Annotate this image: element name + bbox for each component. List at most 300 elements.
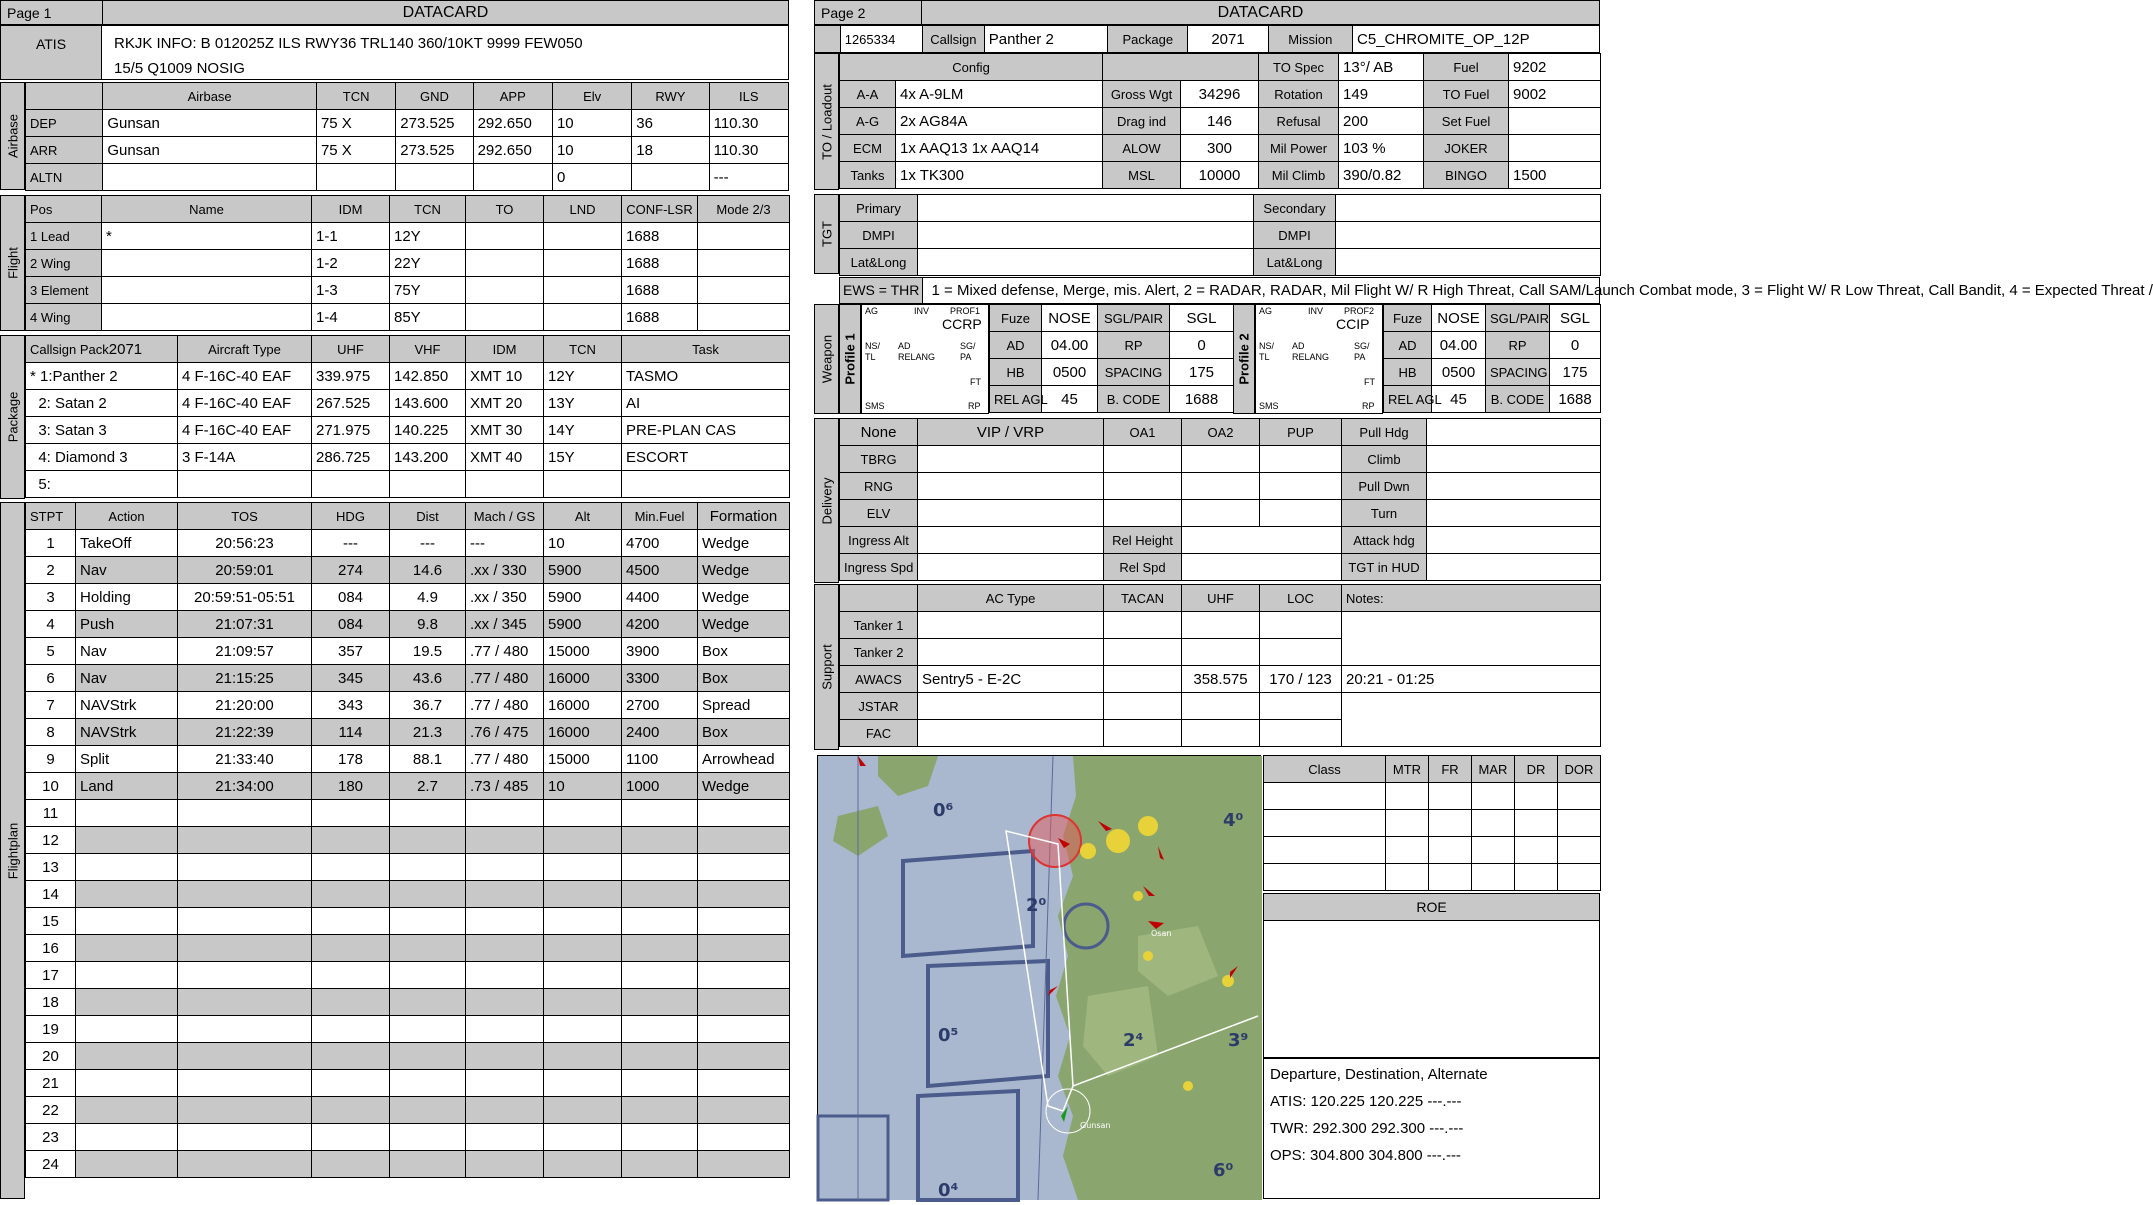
flight-cell[interactable]: 12Y — [390, 223, 466, 250]
steerpoint-cell[interactable]: .73 / 485 — [466, 773, 544, 800]
steerpoint-cell[interactable] — [312, 854, 390, 881]
threat-cell[interactable] — [1386, 864, 1429, 891]
steerpoint-cell[interactable]: NAVStrk — [76, 719, 178, 746]
support-cell[interactable]: 170 / 123 — [1260, 666, 1342, 693]
steerpoint-cell[interactable]: Split — [76, 746, 178, 773]
steerpoint-cell[interactable] — [466, 989, 544, 1016]
steerpoint-cell[interactable]: 21.3 — [390, 719, 466, 746]
package-cell[interactable]: ESCORT — [622, 444, 790, 471]
threat-cell[interactable] — [1429, 783, 1472, 810]
steerpoint-cell[interactable]: 21:34:00 — [178, 773, 312, 800]
delivery-value[interactable] — [1104, 500, 1182, 527]
steerpoint-cell[interactable]: 2400 — [622, 719, 698, 746]
steerpoint-cell[interactable]: 1000 — [622, 773, 698, 800]
loadout-perf-value[interactable]: 149 — [1339, 81, 1424, 108]
threat-cell[interactable] — [1386, 783, 1429, 810]
steerpoint-cell[interactable] — [312, 800, 390, 827]
steerpoint-cell[interactable]: Land — [76, 773, 178, 800]
loadout-param-value[interactable]: 146 — [1181, 108, 1259, 135]
steerpoint-cell[interactable]: 9.8 — [390, 611, 466, 638]
loadout-perf-value[interactable]: 103 % — [1339, 135, 1424, 162]
package-cell[interactable]: 13Y — [544, 390, 622, 417]
threat-cell[interactable] — [1264, 783, 1386, 810]
threat-cell[interactable] — [1264, 810, 1386, 837]
airbase-cell[interactable] — [316, 164, 395, 191]
steerpoint-cell[interactable] — [76, 908, 178, 935]
steerpoint-cell[interactable] — [76, 1070, 178, 1097]
package-value[interactable]: 2071 — [1188, 26, 1268, 53]
steerpoint-cell[interactable]: 5900 — [544, 611, 622, 638]
steerpoint-cell[interactable] — [698, 908, 790, 935]
steerpoint-cell[interactable]: 20:59:51-05:51 — [178, 584, 312, 611]
package-cell[interactable]: AI — [622, 390, 790, 417]
flight-cell[interactable] — [544, 250, 622, 277]
delivery-value[interactable] — [918, 473, 1104, 500]
flight-cell[interactable]: 1-3 — [312, 277, 390, 304]
notes-area[interactable] — [1342, 612, 1601, 666]
delivery-value[interactable] — [1260, 500, 1342, 527]
support-cell[interactable] — [1182, 612, 1260, 639]
steerpoint-cell[interactable]: 114 — [312, 719, 390, 746]
steerpoint-cell[interactable]: 21:20:00 — [178, 692, 312, 719]
package-cell[interactable]: 142.850 — [390, 363, 466, 390]
steerpoint-cell[interactable] — [544, 1151, 622, 1178]
package-cell[interactable]: XMT 20 — [466, 390, 544, 417]
steerpoint-cell[interactable] — [466, 1124, 544, 1151]
steerpoint-cell[interactable]: 4400 — [622, 584, 698, 611]
support-cell[interactable] — [1104, 693, 1182, 720]
steerpoint-cell[interactable]: 16000 — [544, 692, 622, 719]
support-cell[interactable]: 358.575 — [1182, 666, 1260, 693]
steerpoint-cell[interactable]: 274 — [312, 557, 390, 584]
notes-area[interactable] — [1342, 693, 1601, 747]
threat-cell[interactable] — [1429, 837, 1472, 864]
steerpoint-cell[interactable] — [390, 962, 466, 989]
steerpoint-cell[interactable] — [312, 881, 390, 908]
steerpoint-cell[interactable] — [698, 1043, 790, 1070]
steerpoint-cell[interactable] — [622, 1151, 698, 1178]
support-cell[interactable] — [918, 612, 1104, 639]
steerpoint-cell[interactable] — [466, 1070, 544, 1097]
flight-cell[interactable] — [544, 277, 622, 304]
delivery-value[interactable] — [918, 446, 1104, 473]
support-cell[interactable] — [1260, 720, 1342, 747]
steerpoint-cell[interactable] — [76, 989, 178, 1016]
steerpoint-cell[interactable]: 15000 — [544, 638, 622, 665]
steerpoint-cell[interactable]: 14.6 — [390, 557, 466, 584]
steerpoint-cell[interactable]: 357 — [312, 638, 390, 665]
steerpoint-cell[interactable] — [390, 1070, 466, 1097]
flight-cell[interactable]: 22Y — [390, 250, 466, 277]
steerpoint-cell[interactable] — [544, 989, 622, 1016]
steerpoint-cell[interactable] — [76, 1097, 178, 1124]
steerpoint-cell[interactable]: TakeOff — [76, 530, 178, 557]
threat-cell[interactable] — [1429, 810, 1472, 837]
airbase-cell[interactable]: --- — [709, 164, 788, 191]
steerpoint-cell[interactable] — [312, 827, 390, 854]
steerpoint-cell[interactable] — [544, 881, 622, 908]
threat-cell[interactable] — [1386, 810, 1429, 837]
threat-cell[interactable] — [1264, 837, 1386, 864]
loadout-station-value[interactable]: 4x A-9LM — [896, 81, 1103, 108]
flight-cell[interactable]: 75Y — [390, 277, 466, 304]
steerpoint-cell[interactable]: --- — [390, 530, 466, 557]
steerpoint-cell[interactable] — [466, 800, 544, 827]
steerpoint-cell[interactable] — [622, 827, 698, 854]
steerpoint-cell[interactable] — [698, 1097, 790, 1124]
package-cell[interactable]: 15Y — [544, 444, 622, 471]
support-cell[interactable] — [918, 639, 1104, 666]
steerpoint-cell[interactable]: 88.1 — [390, 746, 466, 773]
flight-cell[interactable] — [698, 223, 790, 250]
threat-cell[interactable] — [1515, 783, 1558, 810]
steerpoint-cell[interactable] — [466, 1151, 544, 1178]
steerpoint-cell[interactable]: .76 / 475 — [466, 719, 544, 746]
steerpoint-cell[interactable] — [698, 881, 790, 908]
steerpoint-cell[interactable]: 2.7 — [390, 773, 466, 800]
airbase-cell[interactable]: 10 — [552, 137, 631, 164]
package-cell[interactable]: 12Y — [544, 363, 622, 390]
airbase-cell[interactable]: 273.525 — [396, 110, 473, 137]
steerpoint-cell[interactable]: Wedge — [698, 557, 790, 584]
steerpoint-cell[interactable] — [312, 1016, 390, 1043]
steerpoint-cell[interactable]: 084 — [312, 584, 390, 611]
steerpoint-cell[interactable]: 16000 — [544, 665, 622, 692]
target-value[interactable] — [918, 195, 1254, 222]
weapon-param-value[interactable]: NOSE — [1042, 305, 1098, 332]
steerpoint-cell[interactable] — [76, 935, 178, 962]
steerpoint-cell[interactable]: .77 / 480 — [466, 665, 544, 692]
airbase-cell[interactable]: 18 — [632, 137, 709, 164]
steerpoint-cell[interactable]: Box — [698, 665, 790, 692]
steerpoint-cell[interactable] — [698, 935, 790, 962]
steerpoint-cell[interactable]: 10 — [544, 530, 622, 557]
threat-cell[interactable] — [1515, 864, 1558, 891]
package-cell[interactable] — [622, 471, 790, 498]
steerpoint-cell[interactable]: 15000 — [544, 746, 622, 773]
delivery-value[interactable] — [1182, 473, 1260, 500]
threat-cell[interactable] — [1515, 810, 1558, 837]
threat-cell[interactable] — [1558, 783, 1601, 810]
package-cell[interactable]: TASMO — [622, 363, 790, 390]
steerpoint-cell[interactable] — [390, 800, 466, 827]
steerpoint-cell[interactable]: Wedge — [698, 611, 790, 638]
threat-cell[interactable] — [1472, 837, 1515, 864]
steerpoint-cell[interactable]: Wedge — [698, 530, 790, 557]
flight-cell[interactable]: 1688 — [622, 250, 698, 277]
steerpoint-cell[interactable]: 10 — [544, 773, 622, 800]
airbase-cell[interactable]: 10 — [552, 110, 631, 137]
steerpoint-cell[interactable] — [178, 1016, 312, 1043]
loadout-fuel-value[interactable] — [1509, 108, 1601, 135]
steerpoint-cell[interactable] — [544, 1043, 622, 1070]
target-value[interactable] — [1336, 249, 1601, 276]
steerpoint-cell[interactable]: .77 / 480 — [466, 746, 544, 773]
target-value[interactable] — [1336, 195, 1601, 222]
steerpoint-cell[interactable] — [178, 827, 312, 854]
steerpoint-cell[interactable] — [390, 854, 466, 881]
steerpoint-cell[interactable]: Wedge — [698, 773, 790, 800]
steerpoint-cell[interactable] — [390, 1151, 466, 1178]
steerpoint-cell[interactable]: .77 / 480 — [466, 638, 544, 665]
loadout-station-value[interactable]: 1x TK300 — [896, 162, 1103, 189]
package-cell[interactable]: XMT 10 — [466, 363, 544, 390]
steerpoint-cell[interactable] — [544, 1016, 622, 1043]
steerpoint-cell[interactable]: 21:22:39 — [178, 719, 312, 746]
package-cell[interactable]: 3 F-14A — [178, 444, 312, 471]
flight-cell[interactable]: 1688 — [622, 223, 698, 250]
support-cell[interactable] — [1260, 612, 1342, 639]
delivery-right-value[interactable] — [1427, 500, 1601, 527]
steerpoint-cell[interactable]: Nav — [76, 665, 178, 692]
package-cell[interactable] — [178, 471, 312, 498]
loadout-perf-value[interactable]: 200 — [1339, 108, 1424, 135]
threat-cell[interactable] — [1429, 864, 1472, 891]
steerpoint-cell[interactable]: 178 — [312, 746, 390, 773]
support-cell[interactable] — [1104, 666, 1182, 693]
steerpoint-cell[interactable] — [466, 881, 544, 908]
steerpoint-cell[interactable] — [312, 1043, 390, 1070]
delivery-value[interactable] — [1104, 446, 1182, 473]
delivery-right-value[interactable] — [1427, 419, 1601, 446]
steerpoint-cell[interactable]: 3900 — [622, 638, 698, 665]
delivery-value[interactable] — [1104, 473, 1182, 500]
steerpoint-cell[interactable] — [390, 1016, 466, 1043]
steerpoint-cell[interactable]: Push — [76, 611, 178, 638]
steerpoint-cell[interactable]: Wedge — [698, 584, 790, 611]
steerpoint-cell[interactable]: NAVStrk — [76, 692, 178, 719]
steerpoint-cell[interactable] — [390, 1124, 466, 1151]
delivery-right-value[interactable] — [1427, 446, 1601, 473]
steerpoint-cell[interactable]: 2700 — [622, 692, 698, 719]
weapon-param-value[interactable]: SGL — [1170, 305, 1234, 332]
weapon-param-value[interactable]: 175 — [1170, 359, 1234, 386]
steerpoint-cell[interactable] — [390, 1043, 466, 1070]
steerpoint-cell[interactable] — [622, 989, 698, 1016]
steerpoint-cell[interactable] — [76, 881, 178, 908]
threat-cell[interactable] — [1558, 864, 1601, 891]
loadout-param-value[interactable]: 10000 — [1181, 162, 1259, 189]
steerpoint-cell[interactable] — [390, 881, 466, 908]
airbase-cell[interactable] — [103, 164, 317, 191]
delivery-value[interactable] — [1182, 554, 1342, 581]
airbase-cell[interactable]: 292.650 — [473, 110, 552, 137]
package-cell[interactable]: 267.525 — [312, 390, 390, 417]
steerpoint-cell[interactable] — [466, 827, 544, 854]
steerpoint-cell[interactable]: 36.7 — [390, 692, 466, 719]
steerpoint-cell[interactable] — [544, 827, 622, 854]
flight-cell[interactable]: 85Y — [390, 304, 466, 331]
weapon-param-value[interactable]: SGL — [1550, 305, 1601, 332]
support-cell[interactable] — [1104, 720, 1182, 747]
steerpoint-cell[interactable]: 3300 — [622, 665, 698, 692]
package-cell[interactable] — [466, 471, 544, 498]
steerpoint-cell[interactable] — [544, 962, 622, 989]
delivery-value[interactable] — [918, 500, 1104, 527]
steerpoint-cell[interactable] — [76, 1124, 178, 1151]
flight-cell[interactable] — [544, 223, 622, 250]
steerpoint-cell[interactable] — [178, 989, 312, 1016]
steerpoint-cell[interactable] — [390, 1097, 466, 1124]
steerpoint-cell[interactable] — [544, 908, 622, 935]
steerpoint-cell[interactable]: 16000 — [544, 719, 622, 746]
delivery-value[interactable] — [1260, 473, 1342, 500]
delivery-value[interactable] — [1260, 446, 1342, 473]
steerpoint-cell[interactable]: 343 — [312, 692, 390, 719]
support-cell[interactable] — [1260, 693, 1342, 720]
steerpoint-cell[interactable]: 21:33:40 — [178, 746, 312, 773]
steerpoint-cell[interactable] — [544, 1124, 622, 1151]
steerpoint-cell[interactable]: Box — [698, 638, 790, 665]
steerpoint-cell[interactable] — [622, 935, 698, 962]
weapon-param-value[interactable]: 0500 — [1042, 359, 1098, 386]
steerpoint-cell[interactable] — [622, 1043, 698, 1070]
package-cell[interactable] — [312, 471, 390, 498]
steerpoint-cell[interactable]: .xx / 345 — [466, 611, 544, 638]
weapon-param-value[interactable]: 1688 — [1170, 386, 1234, 413]
steerpoint-cell[interactable] — [178, 962, 312, 989]
steerpoint-cell[interactable] — [76, 800, 178, 827]
steerpoint-cell[interactable]: 20:59:01 — [178, 557, 312, 584]
steerpoint-cell[interactable]: 21:07:31 — [178, 611, 312, 638]
steerpoint-cell[interactable] — [698, 827, 790, 854]
support-cell[interactable] — [1182, 639, 1260, 666]
package-callsign[interactable]: 3: Satan 3 — [26, 417, 178, 444]
steerpoint-cell[interactable] — [622, 908, 698, 935]
package-cell[interactable]: 4 F-16C-40 EAF — [178, 390, 312, 417]
steerpoint-cell[interactable] — [76, 854, 178, 881]
steerpoint-cell[interactable] — [622, 854, 698, 881]
loadout-fuel-value[interactable]: 1500 — [1509, 162, 1601, 189]
steerpoint-cell[interactable] — [312, 908, 390, 935]
steerpoint-cell[interactable]: 43.6 — [390, 665, 466, 692]
weapon-param-value[interactable]: 0 — [1550, 332, 1601, 359]
airbase-cell[interactable]: 110.30 — [709, 137, 788, 164]
steerpoint-cell[interactable] — [178, 908, 312, 935]
package-cell[interactable]: 4 F-16C-40 EAF — [178, 417, 312, 444]
steerpoint-cell[interactable] — [390, 827, 466, 854]
steerpoint-cell[interactable] — [622, 1124, 698, 1151]
steerpoint-cell[interactable] — [698, 1124, 790, 1151]
steerpoint-cell[interactable] — [178, 935, 312, 962]
steerpoint-cell[interactable] — [312, 989, 390, 1016]
support-cell[interactable] — [1104, 639, 1182, 666]
steerpoint-cell[interactable] — [698, 1016, 790, 1043]
delivery-value[interactable] — [1182, 446, 1260, 473]
loadout-fuel-value[interactable] — [1509, 135, 1601, 162]
steerpoint-cell[interactable] — [622, 1070, 698, 1097]
flight-cell[interactable]: 1-2 — [312, 250, 390, 277]
steerpoint-cell[interactable] — [466, 1097, 544, 1124]
weapon-param-value[interactable]: 0 — [1170, 332, 1234, 359]
steerpoint-cell[interactable] — [544, 854, 622, 881]
package-callsign[interactable]: 4: Diamond 3 — [26, 444, 178, 471]
steerpoint-cell[interactable]: 084 — [312, 611, 390, 638]
steerpoint-cell[interactable] — [622, 881, 698, 908]
steerpoint-cell[interactable] — [466, 1043, 544, 1070]
steerpoint-cell[interactable] — [178, 1070, 312, 1097]
steerpoint-cell[interactable]: 4.9 — [390, 584, 466, 611]
steerpoint-cell[interactable] — [178, 1043, 312, 1070]
steerpoint-cell[interactable] — [312, 1151, 390, 1178]
threat-cell[interactable] — [1472, 783, 1515, 810]
steerpoint-cell[interactable]: .77 / 480 — [466, 692, 544, 719]
steerpoint-cell[interactable] — [466, 935, 544, 962]
steerpoint-cell[interactable] — [76, 827, 178, 854]
steerpoint-cell[interactable]: 5900 — [544, 557, 622, 584]
steerpoint-cell[interactable]: Spread — [698, 692, 790, 719]
package-cell[interactable]: 271.975 — [312, 417, 390, 444]
airbase-cell[interactable] — [396, 164, 473, 191]
airbase-cell[interactable]: 292.650 — [473, 137, 552, 164]
steerpoint-cell[interactable]: 20:56:23 — [178, 530, 312, 557]
support-cell[interactable] — [918, 720, 1104, 747]
delivery-value[interactable] — [1182, 500, 1260, 527]
flight-cell[interactable]: 1688 — [622, 304, 698, 331]
weapon-param-value[interactable]: NOSE — [1432, 305, 1486, 332]
steerpoint-cell[interactable]: .xx / 350 — [466, 584, 544, 611]
steerpoint-cell[interactable]: .xx / 330 — [466, 557, 544, 584]
flight-cell[interactable]: 1-4 — [312, 304, 390, 331]
weapon-param-value[interactable]: 175 — [1550, 359, 1601, 386]
package-cell[interactable]: 339.975 — [312, 363, 390, 390]
steerpoint-cell[interactable]: 19.5 — [390, 638, 466, 665]
steerpoint-cell[interactable] — [466, 908, 544, 935]
loadout-param-value[interactable]: 34296 — [1181, 81, 1259, 108]
target-value[interactable] — [918, 249, 1254, 276]
awacs-note[interactable]: 20:21 - 01:25 — [1342, 666, 1601, 693]
package-cell[interactable]: 14Y — [544, 417, 622, 444]
flight-cell[interactable] — [102, 250, 312, 277]
threat-cell[interactable] — [1264, 864, 1386, 891]
steerpoint-cell[interactable]: Holding — [76, 584, 178, 611]
steerpoint-cell[interactable] — [698, 962, 790, 989]
threat-cell[interactable] — [1472, 810, 1515, 837]
flight-cell[interactable] — [698, 250, 790, 277]
steerpoint-cell[interactable] — [544, 935, 622, 962]
route-map[interactable] — [817, 755, 1261, 1199]
steerpoint-cell[interactable]: 4200 — [622, 611, 698, 638]
steerpoint-cell[interactable] — [76, 1043, 178, 1070]
support-cell[interactable] — [1104, 612, 1182, 639]
steerpoint-cell[interactable] — [312, 1070, 390, 1097]
steerpoint-cell[interactable] — [622, 1016, 698, 1043]
threat-cell[interactable] — [1558, 810, 1601, 837]
target-value[interactable] — [918, 222, 1254, 249]
weapon-param-value[interactable]: 04.00 — [1432, 332, 1486, 359]
steerpoint-cell[interactable]: Arrowhead — [698, 746, 790, 773]
steerpoint-cell[interactable]: 5900 — [544, 584, 622, 611]
delivery-value[interactable] — [1182, 527, 1342, 554]
airbase-cell[interactable]: 36 — [632, 110, 709, 137]
steerpoint-cell[interactable]: 1100 — [622, 746, 698, 773]
to-spec-value[interactable]: 13°/ AB — [1339, 54, 1424, 81]
airbase-cell[interactable]: 273.525 — [396, 137, 473, 164]
flight-cell[interactable] — [102, 304, 312, 331]
package-cell[interactable]: 4 F-16C-40 EAF — [178, 363, 312, 390]
package-cell[interactable]: 286.725 — [312, 444, 390, 471]
support-cell[interactable] — [1260, 639, 1342, 666]
fuel-value[interactable]: 9202 — [1509, 54, 1601, 81]
delivery-value[interactable] — [918, 554, 1104, 581]
delivery-right-value[interactable] — [1427, 554, 1601, 581]
loadout-perf-value[interactable]: 390/0.82 — [1339, 162, 1424, 189]
package-cell[interactable]: 143.200 — [390, 444, 466, 471]
steerpoint-cell[interactable] — [76, 962, 178, 989]
steerpoint-cell[interactable] — [466, 854, 544, 881]
steerpoint-cell[interactable] — [312, 1097, 390, 1124]
flight-cell[interactable]: 1688 — [622, 277, 698, 304]
